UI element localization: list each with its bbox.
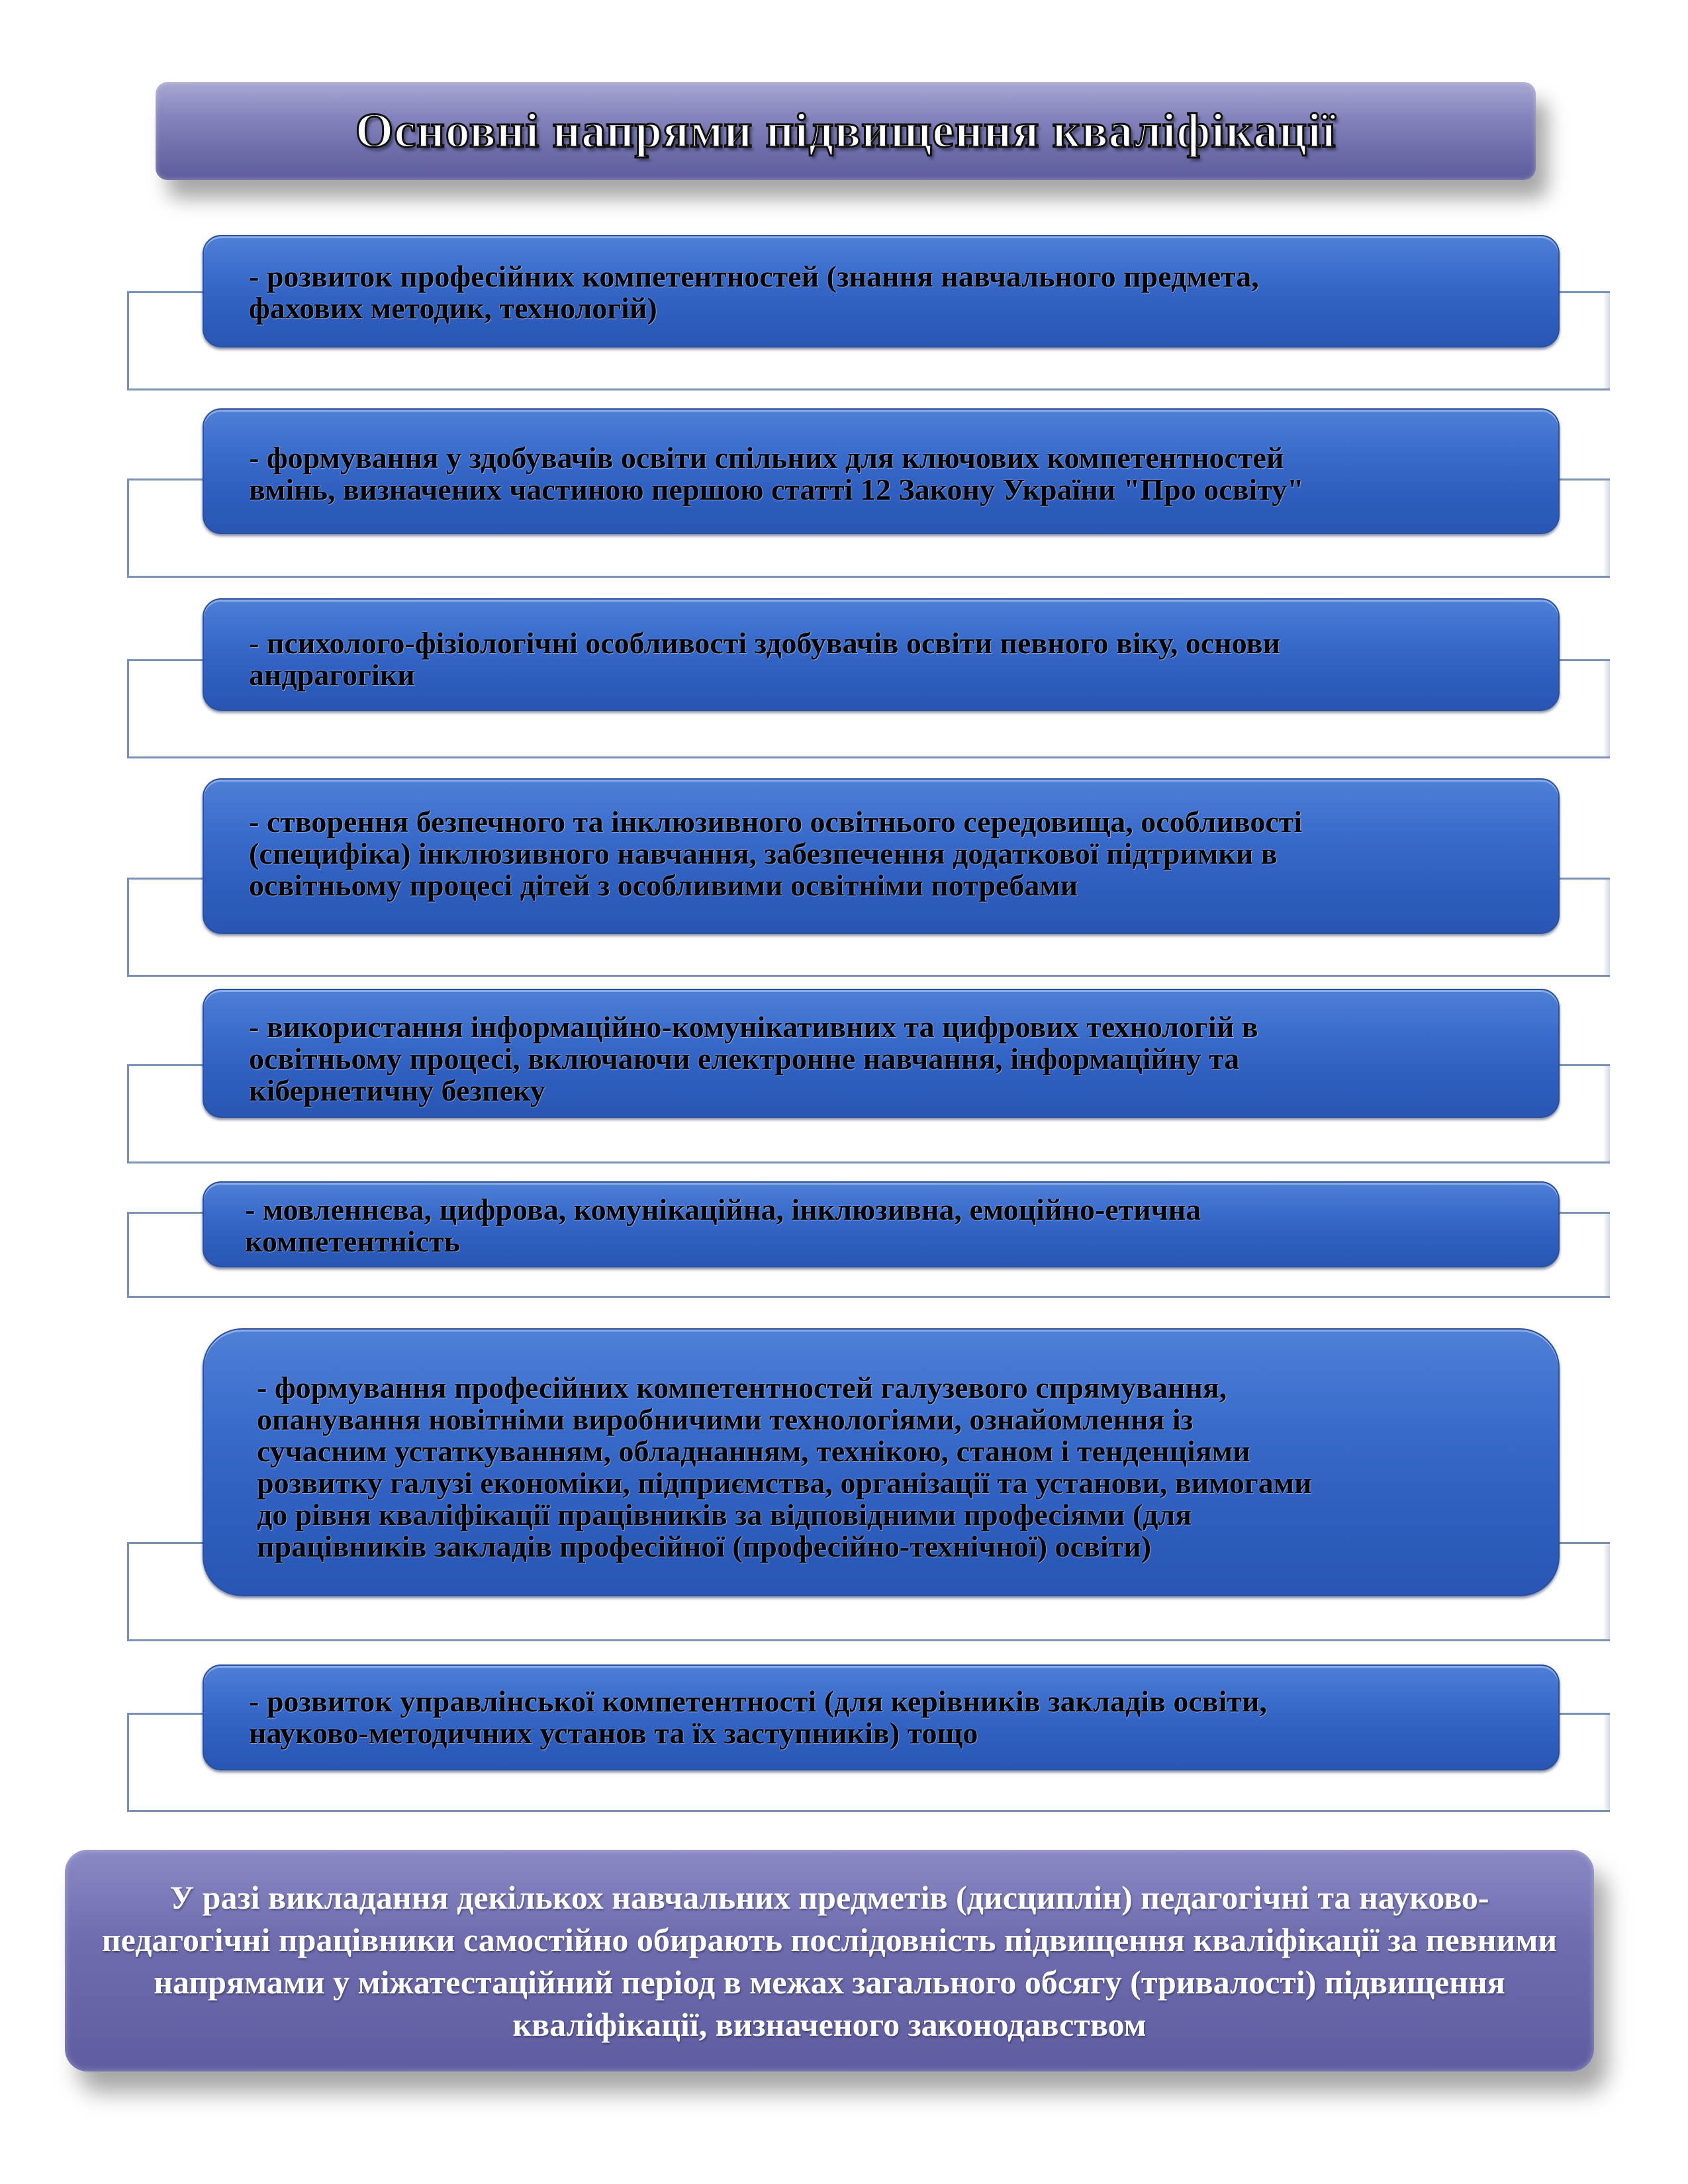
item-text: - формування у здобувачів освіти спільних для ключових компетентностей вмінь, визначених частиною першою статті 12 Закону України "Про освіту" bbox=[249, 441, 1304, 506]
item-box bbox=[203, 1328, 1560, 1596]
item-text: - формування професійних компетентностей галузевого спрямування, опанування новітніми виробничими технологіями, ознайомлення із сучасним устаткуванням, обладнанням, технікою, станом і тенденціями розвитку галузі економіки, підприємства, організації та установи, вимогами до рівня кваліфікації працівників за відповідними професіями (для працівників закладів професійної (професійно-технічної) освіти) bbox=[257, 1371, 1312, 1563]
item-text: - мовленнєва, цифрова, комунікаційна, інклюзивна, емоційно-етична компетентність bbox=[245, 1193, 1201, 1258]
item-box bbox=[203, 778, 1560, 934]
note-text: У разі викладання декількох навчальних предметів (дисциплін) педагогічні та науково-педагогічні працівники самостійно обирають послідовність підвищення кваліфікації за певними напрямами у міжатестаційний період в межах загального обсягу (тривалості) підвищення кваліфікації, визначеного законодавством bbox=[101, 1878, 1558, 2043]
item-box bbox=[203, 1181, 1560, 1267]
item-text: - створення безпечного та інклюзивного освітнього середовища, особливості (специфіка) інклюзивного навчання, забезпечення додаткової підтримки в освітньому процесі дітей з особливими освітніми потребами bbox=[249, 805, 1303, 902]
item-box bbox=[203, 1664, 1560, 1770]
item-box bbox=[203, 408, 1560, 534]
page-title: Основні напрями підвищення кваліфікації bbox=[355, 103, 1336, 158]
item-text: - психолого-фізіологічні особливості здобувачів освіти певного віку, основи андрагогіки bbox=[249, 626, 1281, 692]
item-text: - використання інформаційно-комунікативних та цифрових технологій в освітньому процесі, включаючи електронне навчання, інформаційну та кібернетичну безпеку bbox=[249, 1010, 1258, 1107]
note-box bbox=[65, 1850, 1594, 2071]
item-text: - розвиток управлінської компетентності (для керівників закладів освіти, науково-методичних установ та їх заступників) тощо bbox=[249, 1684, 1267, 1750]
title-banner bbox=[156, 82, 1536, 180]
item-box bbox=[203, 598, 1560, 711]
item-text: - розвиток професійних компетентностей (знання навчального предмета, фахових методик, технологій) bbox=[249, 259, 1259, 325]
item-box bbox=[203, 989, 1560, 1118]
item-box bbox=[203, 235, 1560, 347]
